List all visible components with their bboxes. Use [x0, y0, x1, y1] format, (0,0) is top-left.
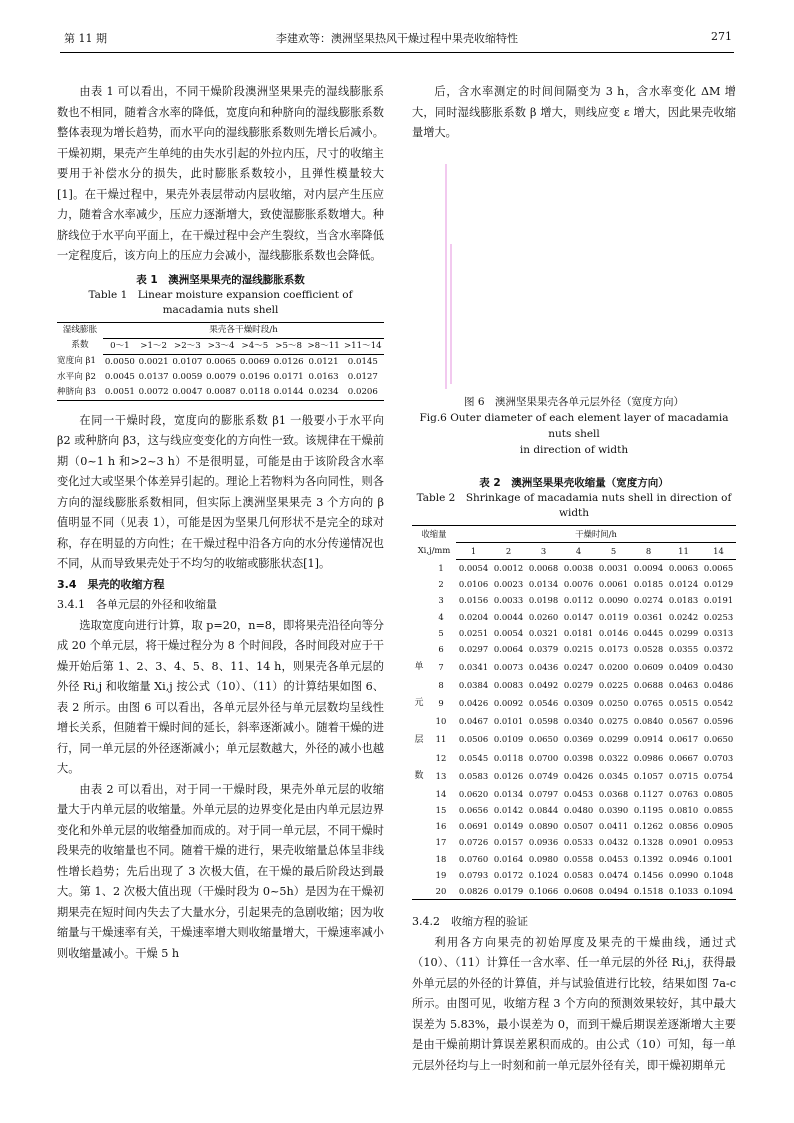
- table-row: [412, 625, 736, 641]
- table-cell: 0.0567: [668, 716, 699, 727]
- paragraph: 选取宽度向进行计算，取 p=20，n=8，即将果壳沿径向等分成 20 个单元层，将干燥过程分为 8 个时间段，各时间段对应于干燥开始后第 1、2、3、4、5、8、11、14 h，则果壳各单元层的外径 Ri,j 和收缩量 Xi,j 按公式（10）、（11）的计算结果如图 6、表 2 所示。由图 6 可以看出，各单元层外径与单元层数均呈线性增长关系，但随着干燥时间的延长，斜率逐渐减小。随着干燥的进行，同一单元层的外径逐渐减小；单元层数越大，外径的减小也越大。: [57, 618, 384, 775]
- table-cell: 0.0121: [308, 356, 339, 367]
- figure6-caption: 图 6 澳洲坚果果壳各单元层外径（宽度方向） Fig.6 Outer diameter of each element layer of macadamia nuts shell in direction of width: [419, 395, 729, 456]
- figure-faint-mark: [450, 244, 452, 384]
- table-cell: 0.0251: [458, 627, 489, 638]
- table-cell: 0.0528: [633, 643, 664, 654]
- table-cell: 0.1456: [633, 869, 664, 880]
- table-row: [412, 576, 736, 592]
- table-cell: 0.0715: [668, 770, 699, 781]
- running-title: 李建欢等：澳洲坚果热风干燥过程中果壳收缩特性: [276, 32, 518, 45]
- table1: [57, 322, 384, 401]
- subsection-heading: 3.4.1 各单元层的外径和收缩量: [57, 598, 217, 611]
- table-cell: 0.0936: [528, 837, 559, 848]
- layer-number: 9: [438, 698, 444, 709]
- layer-number: 4: [438, 611, 444, 622]
- table1-col-header: >2～3: [171, 338, 205, 354]
- table-cell: 0.0474: [598, 869, 629, 880]
- side-label-spacer: [412, 641, 426, 657]
- table-cell: 0.0506: [458, 734, 489, 745]
- table-cell: 0.0144: [273, 386, 304, 397]
- table-cell: 0.0426: [458, 698, 489, 709]
- table-cell: 0.0749: [528, 770, 559, 781]
- table-cell: 0.0855: [703, 804, 734, 815]
- table-cell: 0.0164: [493, 853, 524, 864]
- table-cell: 0.0617: [668, 734, 699, 745]
- table-row: [412, 883, 736, 900]
- table2-col-header: 8: [631, 542, 666, 559]
- table-cell: 0.0134: [493, 788, 524, 799]
- table1-col-header: >3～4: [204, 338, 238, 354]
- table-cell: 0.0341: [458, 662, 489, 673]
- table-row: [412, 559, 736, 576]
- table-cell: 0.0090: [598, 595, 629, 606]
- table-cell: 0.0242: [668, 611, 699, 622]
- table-cell: 0.0914: [633, 734, 664, 745]
- table-cell: 0.0355: [668, 643, 699, 654]
- running-header: [60, 22, 734, 53]
- side-label-spacer: [412, 559, 426, 576]
- table-row: [412, 693, 736, 713]
- table-cell: 0.0409: [668, 662, 699, 673]
- table-row: [412, 851, 736, 867]
- table-cell: 0.0126: [493, 770, 524, 781]
- table-cell: 0.0432: [598, 837, 629, 848]
- table-cell: 0.0196: [239, 371, 270, 382]
- table-cell: 0.0145: [347, 356, 378, 367]
- table-cell: 0.0650: [703, 734, 734, 745]
- table-cell: 0.0608: [563, 885, 594, 896]
- table-cell: 0.0185: [633, 579, 664, 590]
- table-cell: 0.0137: [138, 371, 169, 382]
- table-cell: 0.0558: [563, 853, 594, 864]
- table-cell: 0.0436: [528, 662, 559, 673]
- layer-number: 13: [435, 770, 447, 781]
- table-cell: 0.1001: [703, 853, 734, 864]
- table-cell: 0.0181: [563, 627, 594, 638]
- table-cell: 0.0390: [598, 804, 629, 815]
- figure-faint-mark: [445, 164, 447, 389]
- side-label-spacer: [412, 592, 426, 608]
- table-cell: 0.0765: [633, 698, 664, 709]
- table-cell: 0.0901: [668, 837, 699, 848]
- table-cell: 0.1195: [633, 804, 664, 815]
- layer-number: 11: [435, 734, 447, 745]
- side-label-spacer: [412, 609, 426, 625]
- table1-caption: 表 1 澳洲坚果果壳的湿线膨胀系数 Table 1 Linear moisture expansion coefficient of macadamia nuts shell: [88, 273, 353, 316]
- table-cell: 0.0980: [528, 853, 559, 864]
- table-cell: 0.0656: [458, 804, 489, 815]
- table-cell: 0.0051: [104, 386, 135, 397]
- table-row: [57, 385, 384, 401]
- table1-col-header: >1～2: [137, 338, 171, 354]
- table-cell: 0.0059: [172, 371, 203, 382]
- table-cell: 0.0542: [703, 698, 734, 709]
- table-cell: 0.0279: [563, 680, 594, 691]
- table-cell: 0.0340: [563, 716, 594, 727]
- side-label-char: 层: [414, 734, 424, 745]
- table-cell: 0.0763: [668, 788, 699, 799]
- figure6-placeholder: [412, 154, 736, 394]
- table2: [412, 525, 736, 901]
- table1-group-header: 果壳各干燥时段/h: [103, 322, 384, 338]
- layer-number: 2: [438, 579, 444, 590]
- table-cell: 0.0061: [598, 579, 629, 590]
- paragraph: 后，含水率测定的时间间隔变为 3 h，含水率变化 ΔM 增大，同时湿线膨胀系数 β 增大，则线应变 ε 增大，因此果壳收缩量增大。: [412, 85, 736, 139]
- table-cell: 0.0398: [563, 752, 594, 763]
- table-row: [412, 867, 736, 883]
- table-cell: 0.0726: [458, 837, 489, 848]
- table-cell: 0.0297: [458, 643, 489, 654]
- table-cell: 0.0890: [528, 821, 559, 832]
- table-cell: 0.0379: [528, 643, 559, 654]
- layer-number: 14: [435, 788, 447, 799]
- table-cell: 0.0068: [528, 562, 559, 573]
- table-row: [412, 834, 736, 850]
- layer-number: 19: [435, 869, 447, 880]
- table-cell: 0.0129: [703, 579, 734, 590]
- table-cell: 0.1057: [633, 770, 664, 781]
- table-cell: 0.0990: [668, 869, 699, 880]
- table-row: [412, 677, 736, 693]
- table-cell: 0.0047: [172, 386, 203, 397]
- side-label-spacer: [412, 883, 426, 900]
- table-cell: 0.0905: [703, 821, 734, 832]
- side-label-char: 单: [414, 662, 424, 673]
- table-cell: 0.0072: [138, 386, 169, 397]
- table-cell: 0.0467: [458, 716, 489, 727]
- table-cell: 0.0038: [563, 562, 594, 573]
- table-cell: 0.0691: [458, 821, 489, 832]
- table-row: [412, 750, 736, 766]
- table-cell: 0.0147: [563, 611, 594, 622]
- table-row: [412, 592, 736, 608]
- table-row: [412, 730, 736, 750]
- table-cell: 0.0620: [458, 788, 489, 799]
- side-label-spacer: [412, 576, 426, 592]
- table2-caption: 表 2 澳洲坚果果壳收缩量（宽度方向） Table 2 Shrinkage of macadamia nuts shell in direction of width: [416, 476, 732, 519]
- paragraph: 利用各方向果壳的初始厚度及果壳的干燥曲线，通过式（10）、（11）计算任一含水率、任一单元层的外径 Ri,j，获得最外单元层的外径的计算值，并与试验值进行比较，结果如图 7a-c 所示。由图可见，收缩方程 3 个方向的预测效果较好，其中最大误差为 5.83%，最小误差为 0，而到干燥后期误差逐渐增大主要是由干燥前期计算误差累积而成的。由公式（10）可知，每一单元层外径均与上一时刻和前一单元层外径有关，即干燥初期单元: [412, 935, 736, 1072]
- table-cell: 0.0494: [598, 885, 629, 896]
- side-label-spacer: [412, 625, 426, 641]
- table-cell: 0.0065: [206, 356, 237, 367]
- layer-number: 6: [438, 643, 444, 654]
- table-cell: 0.1048: [703, 869, 734, 880]
- table-cell: 0.0073: [493, 662, 524, 673]
- table-cell: 0.0793: [458, 869, 489, 880]
- layer-number: 12: [435, 752, 447, 763]
- right-column: [412, 82, 736, 1076]
- table-cell: 0.0361: [633, 611, 664, 622]
- table-cell: 0.0253: [703, 611, 734, 622]
- table-cell: 0.1518: [633, 885, 664, 896]
- table-cell: 0.0183: [668, 595, 699, 606]
- table-cell: 0.0492: [528, 680, 559, 691]
- table-row: [57, 370, 384, 385]
- table-cell: 0.0112: [563, 595, 594, 606]
- table-cell: 0.0198: [528, 595, 559, 606]
- table-cell: 0.0299: [598, 734, 629, 745]
- table-cell: 0.0805: [703, 788, 734, 799]
- table-cell: 0.0033: [493, 595, 524, 606]
- table-cell: 0.0368: [598, 788, 629, 799]
- table-cell: 0.0426: [563, 770, 594, 781]
- table-cell: 0.0064: [493, 643, 524, 654]
- table-cell: 0.1024: [528, 869, 559, 880]
- table-cell: 0.0463: [668, 680, 699, 691]
- table-cell: 0.0596: [703, 716, 734, 727]
- subsection-heading: 3.4.2 收缩方程的验证: [412, 915, 528, 929]
- layer-number: 18: [435, 853, 447, 864]
- table-cell: 0.0430: [703, 662, 734, 673]
- table-cell: 0.0050: [104, 356, 135, 367]
- table-cell: 0.0094: [633, 562, 664, 573]
- table-cell: 0.0142: [493, 804, 524, 815]
- table-cell: 0.0171: [273, 371, 304, 382]
- table-cell: 0.0486: [703, 680, 734, 691]
- table2-col-header: 3: [526, 542, 561, 559]
- row-label: 宽度向 β1: [57, 356, 96, 367]
- table-cell: 0.0172: [493, 869, 524, 880]
- table-cell: 0.0101: [493, 716, 524, 727]
- table-cell: 0.0012: [493, 562, 524, 573]
- table-row: [412, 641, 736, 657]
- side-label-spacer: [412, 750, 426, 766]
- table-cell: 0.0953: [703, 837, 734, 848]
- table1-col-header: >4～5: [238, 338, 272, 354]
- side-label-spacer: [412, 851, 426, 867]
- table-cell: 0.0106: [458, 579, 489, 590]
- table-cell: 0.0076: [563, 579, 594, 590]
- layer-number: 10: [435, 716, 447, 727]
- table-cell: 0.0275: [598, 716, 629, 727]
- table-cell: 0.0063: [668, 562, 699, 573]
- table-cell: 0.0321: [528, 627, 559, 638]
- table-cell: 0.0079: [206, 371, 237, 382]
- table-cell: 0.0206: [347, 386, 378, 397]
- side-label-spacer: [412, 677, 426, 693]
- table-cell: 0.0703: [703, 752, 734, 763]
- layer-number: 5: [438, 627, 444, 638]
- table-cell: 0.0411: [598, 821, 629, 832]
- left-column: [57, 82, 384, 964]
- table-cell: 0.0826: [458, 885, 489, 896]
- table-cell: 0.0700: [528, 752, 559, 763]
- side-label-spacer: [412, 713, 426, 729]
- table-cell: 0.0372: [703, 643, 734, 654]
- table-cell: 0.0234: [308, 386, 339, 397]
- table-cell: 0.0124: [668, 579, 699, 590]
- table-cell: 0.0650: [528, 734, 559, 745]
- table2-rowhead: 收缩量 Xi,j/mm: [417, 529, 451, 556]
- table-cell: 0.0215: [563, 643, 594, 654]
- layer-number: 20: [435, 885, 447, 896]
- table-cell: 0.0309: [563, 698, 594, 709]
- table-cell: 0.0598: [528, 716, 559, 727]
- table-cell: 0.0163: [308, 371, 339, 382]
- table1-col-header: >5～8: [272, 338, 306, 354]
- table-cell: 0.0299: [668, 627, 699, 638]
- table2-col-header: 1: [456, 542, 491, 559]
- table-cell: 0.0810: [668, 804, 699, 815]
- table-cell: 0.0069: [239, 356, 270, 367]
- table-cell: 0.0191: [703, 595, 734, 606]
- table-cell: 0.0384: [458, 680, 489, 691]
- section-heading: 3.4 果壳的收缩方程: [57, 577, 165, 591]
- table-cell: 0.0107: [172, 356, 203, 367]
- table-cell: 0.0345: [598, 770, 629, 781]
- table-row: [57, 354, 384, 370]
- table-cell: 0.0840: [633, 716, 664, 727]
- table-cell: 0.0369: [563, 734, 594, 745]
- table-cell: 0.0546: [528, 698, 559, 709]
- table-cell: 0.0127: [347, 371, 378, 382]
- table-cell: 0.0149: [493, 821, 524, 832]
- layer-number: 8: [438, 680, 444, 691]
- table-cell: 0.0453: [598, 853, 629, 864]
- table-cell: 0.1127: [633, 788, 664, 799]
- table-row: [412, 609, 736, 625]
- table-cell: 0.1066: [528, 885, 559, 896]
- table-cell: 0.0247: [563, 662, 594, 673]
- table-cell: 0.0044: [493, 611, 524, 622]
- table-cell: 0.0083: [493, 680, 524, 691]
- table-cell: 0.0797: [528, 788, 559, 799]
- table-cell: 0.0322: [598, 752, 629, 763]
- table-cell: 0.0157: [493, 837, 524, 848]
- layer-number: 16: [435, 821, 447, 832]
- table-cell: 0.0179: [493, 885, 524, 896]
- table-cell: 0.0119: [598, 611, 629, 622]
- layer-number: 17: [435, 837, 447, 848]
- table2-col-header: 11: [666, 542, 701, 559]
- table-cell: 0.0021: [138, 356, 169, 367]
- page-number: 271: [711, 30, 732, 43]
- table-cell: 0.0087: [206, 386, 237, 397]
- table-cell: 0.0054: [458, 562, 489, 573]
- table-cell: 0.0986: [633, 752, 664, 763]
- side-label-spacer: [412, 834, 426, 850]
- table-cell: 0.0054: [493, 627, 524, 638]
- table-cell: 0.0609: [633, 662, 664, 673]
- table1-col-header: >8～11: [306, 338, 342, 354]
- paragraph: 在同一干燥时段，宽度向的膨胀系数 β1 一般要小于水平向 β2 或种脐向 β3，这与线应变变化的方向性一致。该规律在干燥前期（0~1 h 和>2~3 h）不是很明显，可能是由于该阶段含水率变化过大或坚果个体差异引起的。理论上若物料为各向同性，则各方向的湿线膨胀系数相同，但实际上澳洲坚果果壳 3 个方向的 β 值明显不同（见表 1），可能是因为坚果几何形状不是完全的球对称，存在明显的方向性；在干燥过程中沿各方向的水分传递情况也不同，从而导致果壳处于不均匀的收缩或膨胀状态[1]。: [57, 413, 384, 570]
- table-cell: 0.1033: [668, 885, 699, 896]
- side-label-char: 元: [414, 698, 424, 709]
- side-label-spacer: [412, 867, 426, 883]
- table1-col-header: 0～1: [103, 338, 137, 354]
- table1-col-header: >11～14: [342, 338, 384, 354]
- table-row: [412, 657, 736, 677]
- table-cell: 0.0274: [633, 595, 664, 606]
- table-cell: 0.0134: [528, 579, 559, 590]
- table-cell: 0.1392: [633, 853, 664, 864]
- table-cell: 0.0583: [563, 869, 594, 880]
- table-cell: 0.0856: [668, 821, 699, 832]
- table-cell: 0.0250: [598, 698, 629, 709]
- table-cell: 0.0156: [458, 595, 489, 606]
- table-cell: 0.0204: [458, 611, 489, 622]
- table-cell: 0.0109: [493, 734, 524, 745]
- table-cell: 0.0583: [458, 770, 489, 781]
- table-cell: 0.1328: [633, 837, 664, 848]
- table-cell: 0.0754: [703, 770, 734, 781]
- row-label: 种脐向 β3: [57, 386, 96, 397]
- table-cell: 0.0844: [528, 804, 559, 815]
- table2-col-header: 4: [561, 542, 596, 559]
- table-cell: 0.0533: [563, 837, 594, 848]
- table-cell: 0.0023: [493, 579, 524, 590]
- table-cell: 0.0118: [493, 752, 524, 763]
- table-row: [412, 766, 736, 786]
- table-cell: 0.1094: [703, 885, 734, 896]
- layer-number: 3: [438, 595, 444, 606]
- table-cell: 0.0507: [563, 821, 594, 832]
- table-cell: 0.0445: [633, 627, 664, 638]
- table-row: [412, 818, 736, 834]
- paragraph: 由表 1 可以看出，不同干燥阶段澳洲坚果果壳的湿线膨胀系数也不相同，随着含水率的降低，宽度向和种脐向的湿线膨胀系数整体表现为增长趋势，而水平向的湿线膨胀系数则先增长后减小。干燥初期，果壳产生单纯的由失水引起的外拉内压，尺寸的收缩主要用于补偿水分的损失，此时膨胀系数较小，且弹性模量较大[1]。在干燥过程中，果壳外表层带动内层收缩，对内层产生压应力，随着含水率减少，压应力逐渐增大，致使湿膨胀系数增大。种脐线位于水平向平面上，在干燥过程中会产生裂纹，当含水率降低一定程度后，该方向上的压应力会减小，湿线膨胀系数也会降低。: [57, 85, 384, 262]
- table-cell: 0.0118: [239, 386, 270, 397]
- table-cell: 0.0092: [493, 698, 524, 709]
- table2-group-header: 干燥时间/h: [456, 525, 736, 542]
- table-cell: 0.1262: [633, 821, 664, 832]
- paragraph: 由表 2 可以看出，对于同一干燥时段，果壳外单元层的收缩量大于内单元层的收缩量。外单元层的边界变化是由内单元层边界变化和外单元层的收缩叠加而成的。对于同一单元层，不同干燥时段果壳的收缩量也不同。随着干燥的进行，果壳收缩量总体呈非线性增长趋势；先后出现了 3 次极大值，在干燥的最后阶段达到最大。第 1、2 次极大值出现（干燥时段为 0~5h）是因为在干燥初期果壳在短时间内失去了大量水分，引起果壳的急剧收缩；因为收缩量与干燥速率有关，干燥速率增大则收缩量增大，干燥速率减小则收缩量减小。干燥 5 h: [57, 782, 384, 960]
- table-cell: 0.0480: [563, 804, 594, 815]
- table-row: [412, 713, 736, 729]
- table-cell: 0.0065: [703, 562, 734, 573]
- table-row: [412, 786, 736, 802]
- table-cell: 0.0946: [668, 853, 699, 864]
- table-cell: 0.0313: [703, 627, 734, 638]
- layer-number: 15: [435, 804, 447, 815]
- table-cell: 0.0225: [598, 680, 629, 691]
- table2-col-header: 5: [596, 542, 631, 559]
- table2-col-header: 14: [701, 542, 736, 559]
- row-label: 水平向 β2: [57, 371, 96, 382]
- table-cell: 0.0688: [633, 680, 664, 691]
- side-label-spacer: [412, 802, 426, 818]
- table-cell: 0.0200: [598, 662, 629, 673]
- side-label-spacer: [412, 786, 426, 802]
- table-cell: 0.0031: [598, 562, 629, 573]
- table-cell: 0.0045: [104, 371, 135, 382]
- table-cell: 0.0453: [563, 788, 594, 799]
- table-cell: 0.0515: [668, 698, 699, 709]
- side-label-spacer: [412, 818, 426, 834]
- table-cell: 0.0545: [458, 752, 489, 763]
- table-cell: 0.0146: [598, 627, 629, 638]
- table-cell: 0.0126: [273, 356, 304, 367]
- table-cell: 0.0260: [528, 611, 559, 622]
- table2-col-header: 2: [491, 542, 526, 559]
- layer-number: 1: [438, 562, 444, 573]
- layer-number: 7: [438, 662, 444, 673]
- table-cell: 0.0173: [598, 643, 629, 654]
- issue-number: 第 11 期: [64, 32, 107, 45]
- table-cell: 0.0667: [668, 752, 699, 763]
- table-cell: 0.0760: [458, 853, 489, 864]
- side-label-char: 数: [414, 770, 424, 781]
- table1-rowhead: 湿线膨胀 系数: [62, 325, 98, 351]
- table-row: [412, 802, 736, 818]
